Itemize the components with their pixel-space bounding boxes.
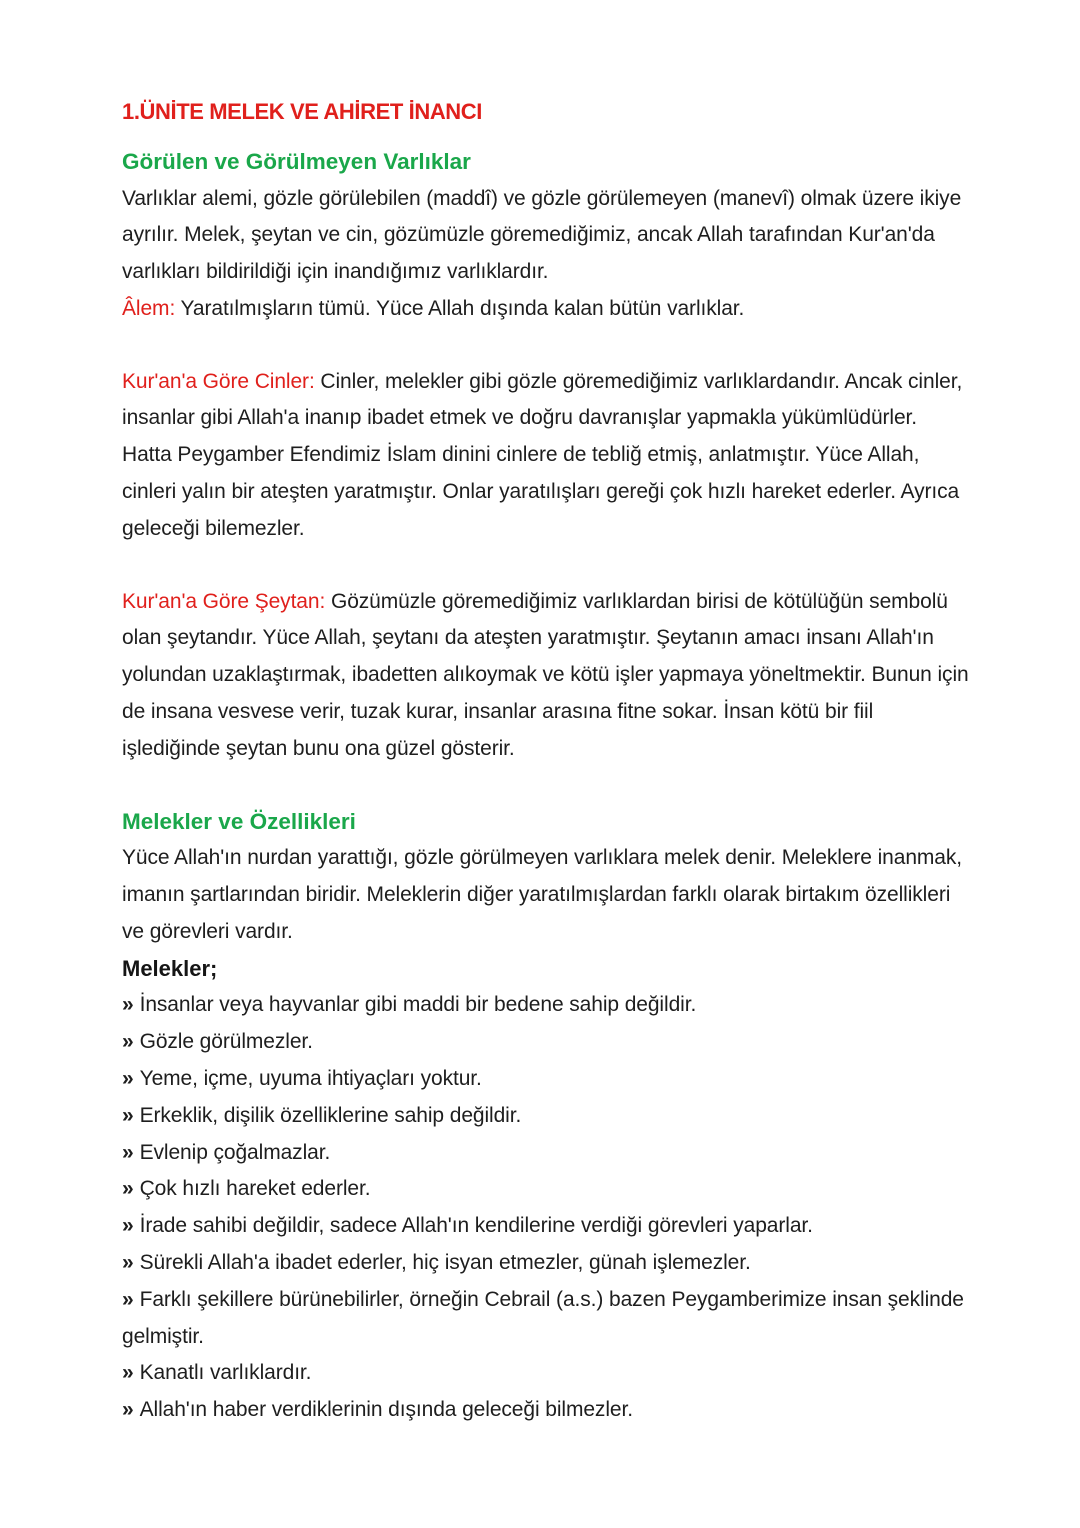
list-item — [122, 1061, 972, 1098]
bullet-icon: » — [122, 1030, 134, 1054]
definition-alem: Yaratılmışların tümü. Yüce Allah dışında kalan bütün varlıklar. — [175, 296, 745, 320]
bullet-icon: » — [122, 1361, 134, 1385]
bullet-icon: » — [122, 1103, 134, 1127]
list-item-text: Gözle görülmezler. — [139, 1030, 313, 1054]
paragraph-cinler — [122, 364, 972, 548]
list-item — [122, 1208, 972, 1245]
bullet-icon: » — [122, 1140, 134, 1164]
list-item — [122, 1024, 972, 1061]
text-cinler: Cinler, melekler gibi gözle göremediğimiz varlıklardandır. Ancak cinler, insanlar gibi Allah'a inanıp ibadet etmek ve doğru davranışlar yapmakla yükümlüdürler. Hatta Peygamber Efendimiz İslam dinini cinlere de tebliğ etmiş, anlatmıştır. Yüce Allah, cinleri yalın bir ateşten yaratmıştır. Onlar yaratılışları gereği çok hızlı hareket ederler. Ayrıca geleceği bilemezler. — [122, 369, 963, 540]
bullet-icon: » — [122, 1177, 134, 1201]
document-page — [122, 92, 972, 1429]
list-item — [122, 1171, 972, 1208]
bullet-icon: » — [122, 1287, 134, 1311]
list-item-text: Erkeklik, dişilik özelliklerine sahip değildir. — [139, 1103, 522, 1127]
list-item-text: Sürekli Allah'a ibadet ederler, hiç isyan etmezler, günah işlemezler. — [139, 1250, 751, 1274]
unit-title: 1.ÜNİTE MELEK VE AHİRET İNANCI — [122, 99, 482, 124]
list-item — [122, 1355, 972, 1392]
list-item-text: İnsanlar veya hayvanlar gibi maddi bir bedene sahip değildir. — [139, 993, 697, 1017]
paragraph-varliklar: Varlıklar alemi, gözle görülebilen (maddî) ve gözle görülemeyen (manevî) olmak üzere ikiye ayrılır. Melek, şeytan ve cin, gözümüzle göremediğimiz, ancak Allah tarafından Kur'an'da varlıkları bildirildiği için inandığımız varlıklardır. — [122, 186, 962, 284]
list-label-melekler: Melekler; — [122, 955, 218, 981]
paragraph-seytan — [122, 584, 972, 768]
paragraph-gap — [122, 548, 972, 584]
list-item — [122, 1135, 972, 1172]
paragraph-melekler: Yüce Allah'ın nurdan yarattığı, gözle görülmeyen varlıklara melek denir. Meleklere inanmak, imanın şartlarından biridir. Meleklerin diğer yaratılmışlardan farklı olarak birtakım özellikleri ve görevleri vardır. — [122, 846, 963, 943]
term-alem: Âlem: — [122, 296, 176, 320]
list-item-text: Kanatlı varlıklardır. — [139, 1361, 312, 1385]
section-heading-melekler: Melekler ve Özellikleri — [122, 808, 356, 834]
list-item-text: Yeme, içme, uyuma ihtiyaçları yoktur. — [139, 1066, 482, 1090]
list-item — [122, 987, 972, 1024]
list-item — [122, 1098, 972, 1135]
bullet-icon: » — [122, 1066, 134, 1090]
list-item — [122, 1392, 972, 1429]
list-item-text: Çok hızlı hareket ederler. — [139, 1177, 371, 1201]
list-item-text: Evlenip çoğalmazlar. — [139, 1140, 331, 1164]
section-heading-varliklar: Görülen ve Görülmeyen Varlıklar — [122, 149, 471, 174]
list-item — [122, 1245, 972, 1282]
bullet-icon: » — [122, 1398, 134, 1422]
list-item-text: Allah'ın haber verdiklerinin dışında geleceği bilmezler. — [139, 1398, 633, 1422]
bullet-icon: » — [122, 1214, 134, 1238]
term-cinler: Kur'an'a Göre Cinler: — [122, 369, 315, 393]
term-seytan: Kur'an'a Göre Şeytan: — [122, 589, 326, 613]
list-item — [122, 1282, 972, 1356]
list-item-text: İrade sahibi değildir, sadece Allah'ın kendilerine verdiği görevleri yaparlar. — [139, 1214, 813, 1238]
paragraph-gap — [122, 768, 972, 804]
paragraph-gap — [122, 328, 972, 364]
paragraph-alem — [122, 291, 972, 328]
bullet-icon: » — [122, 1250, 134, 1274]
list-item-text: Farklı şekillere bürünebilirler, örneğin Cebrail (a.s.) bazen Peygamberimize insan şeklinde gelmiştir. — [122, 1287, 964, 1348]
bullet-icon: » — [122, 993, 134, 1017]
text-seytan: Gözümüzle göremediğimiz varlıklardan birisi de kötülüğün sembolü olan şeytandır. Yüce Allah, şeytanı da ateşten yaratmıştır. Şeytanın amacı insanı Allah'ın yolundan uzaklaştırmak, ibadetten alıkoymak ve kötü işler yapmaya yöneltmektir. Bunun için de insana vesvese verir, tuzak kurar, insanlar arasına fitne sokar. İnsan kötü bir fiil işlediğinde şeytan bunu ona güzel gösterir. — [122, 589, 969, 760]
melekler-feature-list — [122, 987, 972, 1429]
